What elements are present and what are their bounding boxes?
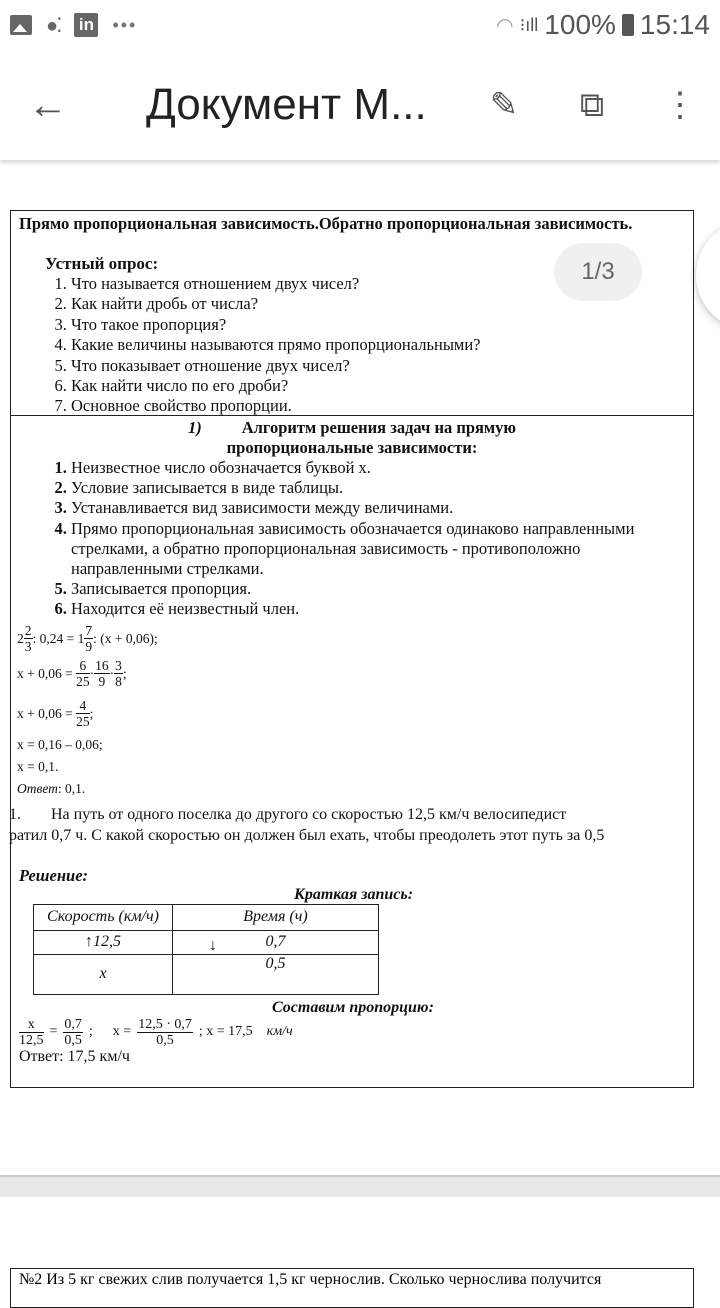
math-row: x + 0,06 = $\frac{4}{25}$ ; — [17, 698, 94, 730]
open-external-icon[interactable]: ⧉ — [579, 85, 605, 124]
math-row: 2 $\frac{2}{3}$ : 0,24 = 1 $\frac{7}{9}$ : (x + 0,06); — [17, 623, 158, 655]
list-item: 4. Прямо пропорциональная зависимость обозначается одинаково направленными стрелками, а обратно пропорциональная зависимость - противоположно направленными стрелками. — [71, 519, 685, 580]
solution-label: Решение: — [19, 865, 89, 885]
oral-section — [11, 211, 693, 416]
status-bar — [0, 0, 720, 50]
oral-title: Устный опрос: — [45, 254, 159, 273]
list-item: 7. Основное свойство пропорции. — [71, 396, 685, 416]
list-item: 5. Записывается пропорция. — [71, 579, 685, 599]
battery-percent: 100% — [544, 9, 616, 40]
math-solution — [17, 624, 685, 800]
assistant-icon: ●⁚ — [46, 14, 61, 37]
algorithm-title: 1) Алгоритм решения задач на прямую пропорциональные зависимости: — [187, 418, 517, 457]
math-row: x = 0,16 – 0,06; — [17, 736, 103, 752]
signal-icon: ⁝ıll — [519, 14, 539, 35]
more-notifications-icon: ••• — [112, 14, 138, 35]
answer-text: Ответ: 17,5 км/ч — [19, 1047, 130, 1065]
math-row: Ответ : 0,1. — [17, 780, 86, 796]
list-item: 3. Устанавливается вид зависимости между величинами. — [71, 498, 685, 518]
document-title: Документ М... — [146, 80, 427, 129]
battery-icon — [622, 14, 634, 36]
table-header: Скорость (км/ч) — [34, 904, 173, 930]
arrow-up-icon: ↑ — [85, 933, 93, 951]
table-row: x 0,5 — [34, 954, 379, 994]
list-item: 1. Что называется отношением двух чисел? — [71, 274, 685, 294]
document-page-2: №2 Из 5 кг свежих слив получается 1,5 кг чернослив. Сколько чернослива получится — [10, 1268, 694, 1308]
page-divider — [0, 1175, 720, 1197]
more-vert-icon[interactable]: ⋮ — [663, 86, 697, 124]
linkedin-icon: in — [74, 13, 98, 37]
gallery-icon — [10, 15, 32, 35]
brief-label: Краткая запись: — [294, 885, 414, 903]
table-header: Время (ч) — [173, 904, 379, 930]
back-arrow-icon[interactable]: ← — [28, 82, 68, 127]
algorithm-section — [11, 416, 693, 1068]
floating-action-button[interactable] — [696, 220, 720, 330]
page-heading: Прямо пропорциональная зависимость.Обратно пропорциональная зависимость. — [19, 214, 633, 233]
math-row: x + 0,06 = $\frac{6}{25}$ · $\frac{16}{9}$ · $\frac{3}{8}$ ; — [17, 658, 127, 690]
list-item: 3. Что такое пропорция? — [71, 315, 685, 335]
clock: 15:14 — [639, 9, 710, 40]
task-text: 1. На путь от одного поселка до другого со скоростью 12,5 км/ч велосипедист ратил 0,7 ч. С какой скоростью он должен был ехать, чтобы преодолеть этот путь за 0,5 — [9, 805, 605, 844]
math-row: x = 0,1. — [17, 758, 59, 774]
list-item: 5. Что показывает отношение двух чисел? — [71, 356, 685, 376]
app-bar — [0, 50, 720, 160]
proportion-label: Составим пропорцию: — [272, 998, 434, 1016]
arrow-down-icon: ↓ — [209, 936, 217, 954]
list-item: 2. Как найти дробь от числа? — [71, 294, 685, 314]
table-row: ↑12,5 ↓ 0,7 — [34, 930, 379, 954]
algorithm-steps — [71, 458, 685, 620]
brief-table — [33, 904, 379, 995]
list-item: 4. Какие величины называются прямо пропорциональными? — [71, 335, 685, 355]
list-item: 2. Условие записывается в виде таблицы. — [71, 478, 685, 498]
edit-pencil-icon[interactable]: ✎ — [489, 86, 519, 124]
list-item: 6. Как найти число по его дроби? — [71, 376, 685, 396]
list-item: 6. Находится её неизвестный член. — [71, 599, 685, 619]
proportion-formula: $\frac{x}{12,5}$ = $\frac{0,7}{0,5}$ ; x = $\frac{12,5 \cdot 0,7}{0,5}$ ; x = 17,5 км/ч — [19, 1016, 293, 1048]
page-indicator: 1/3 — [554, 243, 642, 301]
wifi-icon: ◠ — [496, 14, 514, 37]
list-item: 1. Неизвестное число обозначается буквой х. — [71, 458, 685, 478]
document-page-1 — [10, 210, 694, 1088]
